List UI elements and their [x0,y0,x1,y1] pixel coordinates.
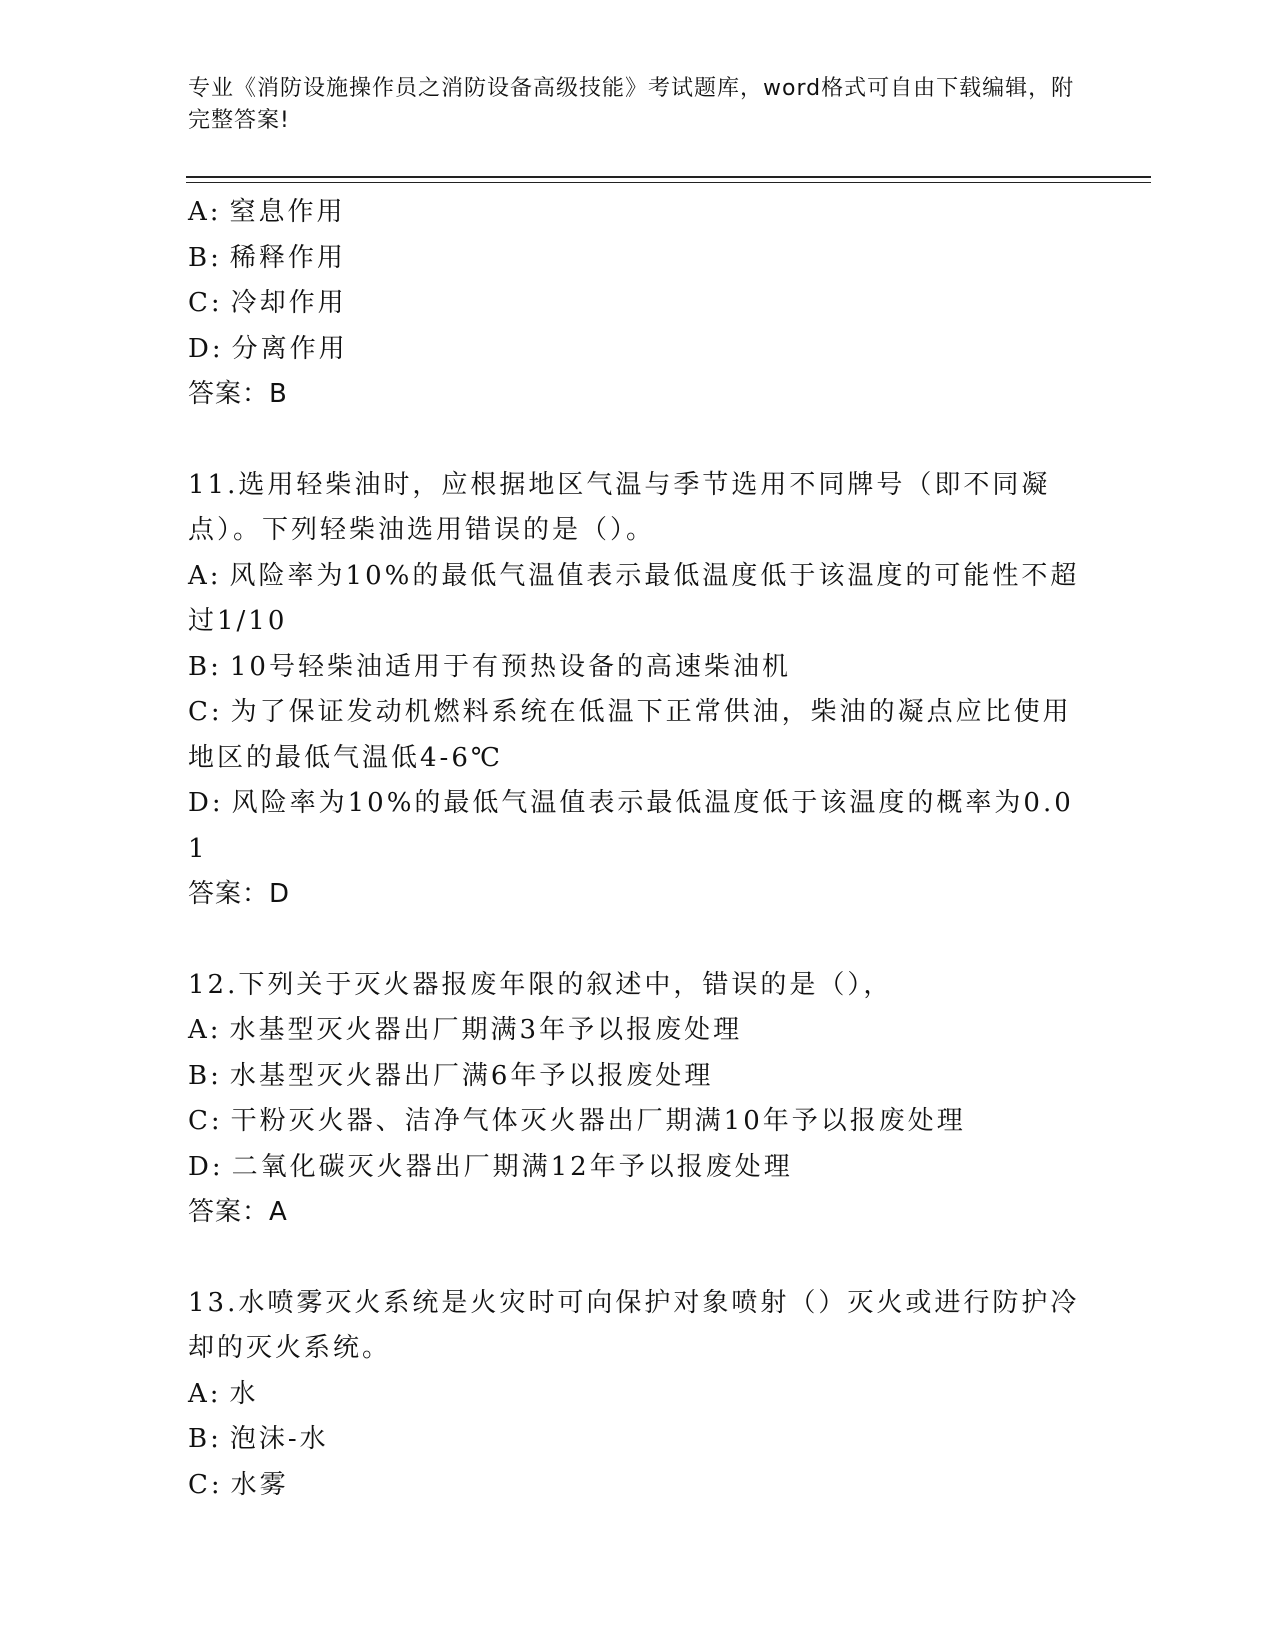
option-b [188,1054,1088,1100]
option-label: B: [188,1424,222,1454]
option-text: 水 [229,1378,259,1409]
option-label: A: [188,197,222,227]
header-divider-thin [186,182,1151,183]
option-label: A: [188,560,222,591]
option-text: 稀释作用 [229,242,346,273]
question-list [188,190,1088,1508]
option-d [188,1145,1088,1191]
option-a [188,1008,1088,1054]
option-text: 风险率为10%的最低气温值表示最低温度低于该温度的概率为0.01 [188,788,1074,864]
option-c [188,690,1088,781]
option-label: D: [188,333,224,364]
option-text: 泡沫-水 [229,1424,329,1454]
option-text: 分离作用 [231,333,348,364]
option-a [188,554,1088,645]
option-a [188,1372,1088,1418]
option-text: 水基型灭火器出厂期满3年予以报废处理 [229,1015,743,1045]
spacer [188,918,1088,963]
answer-line: 答案：B [188,379,288,409]
page-header-text: 专业《消防设施操作员之消防设备高级技能》考试题库，word格式可自由下载编辑，附完整答案! [188,76,1075,133]
option-label: C: [188,1469,223,1500]
option-text: 水基型灭火器出厂满6年予以报废处理 [229,1060,714,1091]
option-label: D: [188,788,224,818]
option-label: C: [188,1106,223,1136]
option-c [188,281,1088,327]
option-a [188,190,1088,236]
option-label: D: [188,1151,224,1182]
question-10 [188,190,1088,418]
option-text: 二氧化碳灭火器出厂期满12年予以报废处理 [231,1151,793,1182]
option-b [188,645,1088,691]
option-label: B: [188,1060,222,1091]
option-c [188,1099,1088,1145]
option-label: A: [188,1015,222,1045]
spacer [188,418,1088,463]
option-d [188,327,1088,373]
option-text: 干粉灭火器、洁净气体灭火器出厂期满10年予以报废处理 [230,1106,966,1136]
question-11 [188,463,1088,918]
option-text: 水雾 [230,1469,289,1500]
header-divider [186,176,1151,178]
answer-line: 答案：A [188,1197,288,1227]
option-label: C: [188,697,223,727]
option-text: 冷却作用 [230,288,347,318]
option-text: 10号轻柴油适用于有预热设备的高速柴油机 [229,651,791,682]
question-stem: 12.下列关于灭火器报废年限的叙述中，错误的是（）， [188,969,893,1000]
option-text: 为了保证发动机燃料系统在低温下正常供油，柴油的凝点应比使用地区的最低气温低4-6℃ [188,697,1072,773]
question-stem: 13.水喷雾灭火系统是火灾时可向保护对象喷射（）灭火或进行防护冷却的灭火系统。 [188,1287,1080,1363]
option-b [188,1417,1088,1463]
spacer [188,1236,1088,1281]
option-d [188,781,1088,872]
option-b [188,236,1088,282]
question-stem: 11.选用轻柴油时，应根据地区气温与季节选用不同牌号（即不同凝点）。下列轻柴油选用错误的是（）。 [188,469,1051,545]
option-label: C: [188,288,223,318]
question-12 [188,963,1088,1236]
option-text: 风险率为10%的最低气温值表示最低温度低于该温度的可能性不超过1/10 [188,560,1080,636]
option-label: B: [188,651,222,682]
option-label: A: [188,1378,222,1409]
option-label: B: [188,242,222,273]
question-13 [188,1281,1088,1509]
option-text: 窒息作用 [229,197,346,227]
option-c [188,1463,1088,1509]
answer-line: 答案：D [188,879,291,909]
